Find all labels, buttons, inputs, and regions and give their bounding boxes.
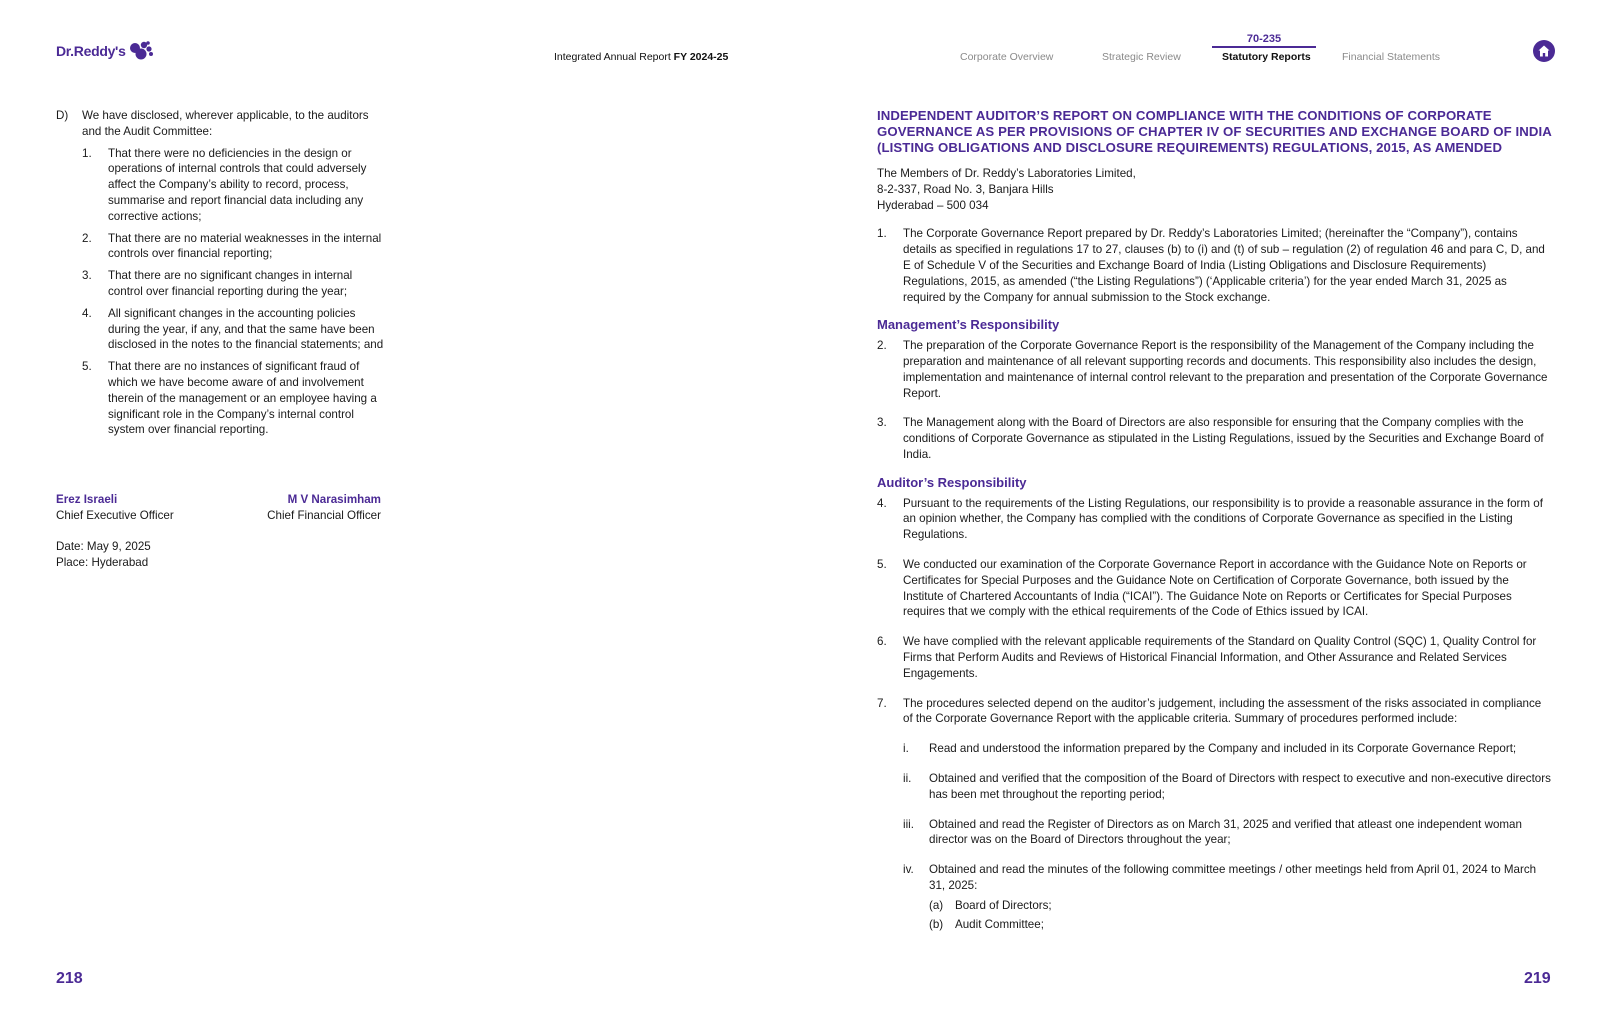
list-item: iii. Obtained and read the Register of Directors as on March 31, 2025 and verified that atleast one independent woman director was on the Board of Directors throughout the year; [903, 817, 1522, 847]
auditor-responsibility-heading: Auditor’s Responsibility [877, 474, 1027, 490]
list-item: (a) Board of Directors; [929, 898, 1052, 912]
list-item: 4. All significant changes in the accounting policies during the year, if any, and that the same have been disclosed in the notes to the financial statements; and [82, 306, 384, 352]
page-number-right: 219 [1524, 970, 1551, 987]
list-item: ii. Obtained and verified that the composition of the Board of Directors with respect to executive and non-executive directors has been met throughout the reporting period; [903, 771, 1551, 801]
logo-text: Dr.Reddy's [56, 43, 126, 59]
paragraph-6: 6. We have complied with the relevant applicable requirements of the Standard on Quality Control (SQC) 1, Quality Control for Firms that Perform Audits and Reviews of Historical Financial Information, and Other Assurance and Related Services Engagements. [877, 635, 1537, 680]
point-text: We have disclosed, wherever applicable, to the auditors and the Audit Committee: [82, 109, 369, 138]
signatory-title: Chief Executive Officer [56, 509, 174, 522]
signatory-cfo [260, 492, 381, 524]
nav-statutory-range: 70-235 [1246, 33, 1282, 45]
report-heading: INDEPENDENT AUDITOR’S REPORT ON COMPLIANCE WITH THE CONDITIONS OF CORPORATE GOVERNANCE AS PER PROVISIONS OF CHAPTER IV OF SECURITIES AND EXCHANGE BOARD OF INDIA (LISTING OBLIGATIONS AND DISCLOSURE REQUIREMENTS) REGULATIONS, 2015, AS AMENDED [877, 108, 1552, 155]
nav-financial-statements[interactable]: Financial Statements [1342, 51, 1441, 63]
logo-mark-icon [128, 40, 154, 62]
right-page-content [877, 108, 1552, 947]
list-item: 5. That there are no instances of significant fraud of which we have become aware of and involvement therein of the management or an employee having a significant role in the Company’s internal control system over financial reporting. [82, 360, 377, 437]
paragraph-5: 5. We conducted our examination of the Corporate Governance Report in accordance with the Guidance Note on Reports or Certificates for Special Purposes and the Guidance Note on Certification of Corporate Governance, both issued by the Institute of Chartered Accountants of India (“ICAI”). The Guidance Note on Reports or Certificates for Special Purposes requires that we comply with the ethical requirements of the Code of Ethics issued by ICAI. [877, 557, 1527, 619]
page-number-left: 218 [56, 970, 83, 987]
report-title: Integrated Annual Report FY 2024-25 [554, 51, 729, 63]
signatory-name: M V Narasimham [287, 493, 381, 506]
place-text: Place: Hyderabad [56, 556, 149, 569]
list-item: 3. That there are no significant changes in internal control over financial reporting during the year; [82, 269, 353, 298]
left-page-content [56, 108, 386, 444]
paragraph-2: 2. The preparation of the Corporate Governance Report is the responsibility of the Management of the Company including the preparation and maintenance of all relevant supporting records and documents. This responsibility also includes the design, implementation and maintenance of internal control relevant to the preparation and presentation of the Corporate Governance Report. [877, 339, 1548, 400]
disclosure-list [82, 146, 386, 439]
date-place [56, 539, 151, 571]
nav-strategic-review[interactable]: Strategic Review [1102, 51, 1181, 63]
paragraph-4: 4. Pursuant to the requirements of the Listing Regulations, our responsibility is to provide a reasonable assurance in the form of an opinion whether, the Company has complied with the conditions of Corporate Governance as specified in the Listing Regulations. [877, 496, 1543, 542]
nav-statutory-reports[interactable]: Statutory Reports [1222, 51, 1311, 63]
paragraph-7: 7. The procedures selected depend on the auditor’s judgement, including the assessment of the risks associated in compliance of the Corporate Governance Report with the applicable criteria. Summary of procedures performed include: [877, 696, 1542, 726]
list-item: i. Read and understood the information prepared by the Company and included in its Corporate Governance Report; [903, 742, 1517, 756]
nav-corporate-overview[interactable]: Corporate Overview [960, 51, 1054, 63]
date-text: Date: May 9, 2025 [56, 540, 151, 553]
list-item: iv. Obtained and read the minutes of the following committee meetings / other meetings held from April 01, 2024 to March 31, 2025: (a) Board of Directors; (b) Audit Committee; [903, 862, 1552, 933]
signatory-ceo [56, 492, 174, 524]
procedures-list [903, 741, 1552, 933]
signatory-name: Erez Israeli [56, 493, 118, 506]
list-item: (b) Audit Committee; [929, 918, 1044, 932]
list-item: 1. That there were no deficiencies in the design or operations of internal controls that could adversely affect the Company’s ability to record, process, summarise and report financial data including any corrective actions; [82, 146, 367, 223]
list-item: 2. That there are no material weaknesses in the internal controls over financial reporting; [82, 231, 382, 261]
paragraph-3: 3. The Management along with the Board of Directors are also responsible for ensuring that the Company complies with the conditions of Corporate Governance as stipulated in the Listing Regulations, issued by the Securities and Exchange Board of India. [877, 416, 1544, 461]
signatory-title: Chief Financial Officer [267, 509, 381, 522]
report-year: FY 2024-25 [673, 51, 729, 63]
company-logo[interactable] [56, 40, 154, 62]
paragraph-1: 1. The Corporate Governance Report prepared by Dr. Reddy’s Laboratories Limited; (hereinafter the “Company”), contains details as specified in regulations 17 to 27, clauses (b) to (i) and (t) of sub – regulation (2) of regulation 46 and para C, D, and E of Schedule V of the Securities and Exchange Board of India (Listing Obligations and Disclosure Requirements) Regulations, 2015, as amended (“the Listing Regulations”) (‘Applicable criteria’) for the year ended March 31, 2025 as required by the Company for annual submission to the Stock exchange. [877, 227, 1545, 304]
home-icon [1537, 44, 1551, 58]
point-label: D) [56, 109, 69, 122]
home-button[interactable] [1533, 40, 1555, 62]
nav-active-underline [1212, 46, 1316, 48]
disclosure-point-d [56, 108, 386, 140]
management-responsibility-heading: Management’s Responsibility [877, 317, 1060, 333]
address-block: The Members of Dr. Reddy’s Laboratories Limited, 8-2-337, Road No. 3, Banjara Hills Hyderabad – 500 034 [877, 167, 1136, 212]
